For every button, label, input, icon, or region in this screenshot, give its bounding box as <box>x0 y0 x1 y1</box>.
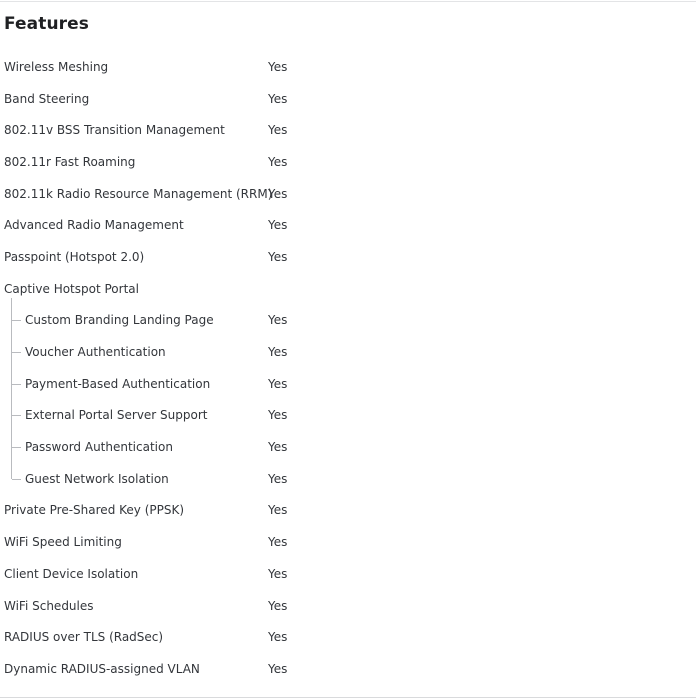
feature-label: Custom Branding Landing Page <box>25 313 214 328</box>
feature-subrow <box>0 336 696 368</box>
feature-value: Yes <box>268 249 288 264</box>
feature-value: Yes <box>268 91 288 106</box>
feature-value: Yes <box>268 59 288 74</box>
feature-row <box>0 146 696 178</box>
feature-value: Yes <box>268 598 288 613</box>
feature-value: Yes <box>268 123 288 138</box>
feature-row <box>0 653 696 685</box>
feature-value: Yes <box>268 535 288 550</box>
feature-subrow <box>0 400 696 432</box>
feature-row <box>0 526 696 558</box>
feature-value: Yes <box>268 218 288 233</box>
feature-row <box>0 273 696 305</box>
feature-subrow <box>0 368 696 400</box>
feature-label: 802.11k Radio Resource Management (RRM) <box>4 186 273 201</box>
feature-row <box>0 83 696 115</box>
feature-value: Yes <box>268 471 288 486</box>
top-divider <box>0 1 696 2</box>
feature-value: Yes <box>268 408 288 423</box>
feature-subrow <box>0 463 696 495</box>
feature-label: Client Device Isolation <box>4 566 139 581</box>
feature-value: Yes <box>268 440 288 455</box>
feature-label: Wireless Meshing <box>4 59 109 74</box>
feature-label: Advanced Radio Management <box>4 218 184 233</box>
section-title: Features <box>4 14 89 34</box>
tree-connector <box>12 463 21 480</box>
feature-row <box>0 51 696 83</box>
feature-label: External Portal Server Support <box>25 408 208 423</box>
feature-row <box>0 558 696 590</box>
tree-connector <box>12 431 21 448</box>
feature-subrow <box>0 431 696 463</box>
feature-value: Yes <box>268 566 288 581</box>
feature-label: WiFi Schedules <box>4 598 94 613</box>
feature-subrow <box>0 305 696 337</box>
tree-connector <box>12 305 21 322</box>
feature-row <box>0 241 696 273</box>
feature-row <box>0 590 696 622</box>
feature-label: RADIUS over TLS (RadSec) <box>4 630 164 645</box>
feature-label: Captive Hotspot Portal <box>4 281 139 296</box>
bottom-divider <box>0 697 696 698</box>
feature-label: Dynamic RADIUS-assigned VLAN <box>4 661 200 676</box>
feature-value: Yes <box>268 503 288 518</box>
feature-label: Passpoint (Hotspot 2.0) <box>4 249 145 264</box>
feature-row <box>0 178 696 210</box>
feature-row <box>0 114 696 146</box>
feature-label: Private Pre-Shared Key (PPSK) <box>4 503 185 518</box>
tree-trunk <box>11 298 12 479</box>
feature-row <box>0 209 696 241</box>
tree-connector <box>12 336 21 353</box>
feature-label: Payment-Based Authentication <box>25 376 211 391</box>
feature-label: Voucher Authentication <box>25 345 166 360</box>
tree-connector <box>12 368 21 385</box>
feature-label: Guest Network Isolation <box>25 471 169 486</box>
feature-list <box>0 51 696 685</box>
feature-label: Password Authentication <box>25 440 173 455</box>
feature-row <box>0 621 696 653</box>
feature-value: Yes <box>268 186 288 201</box>
tree-connector <box>12 400 21 417</box>
feature-value: Yes <box>268 313 288 328</box>
feature-value: Yes <box>268 376 288 391</box>
feature-label: 802.11r Fast Roaming <box>4 154 136 169</box>
feature-value: Yes <box>268 630 288 645</box>
feature-label: WiFi Speed Limiting <box>4 535 122 550</box>
feature-label: 802.11v BSS Transition Management <box>4 123 225 138</box>
feature-value: Yes <box>268 154 288 169</box>
feature-value: Yes <box>268 661 288 676</box>
feature-value: Yes <box>268 345 288 360</box>
feature-label: Band Steering <box>4 91 90 106</box>
feature-row <box>0 495 696 527</box>
